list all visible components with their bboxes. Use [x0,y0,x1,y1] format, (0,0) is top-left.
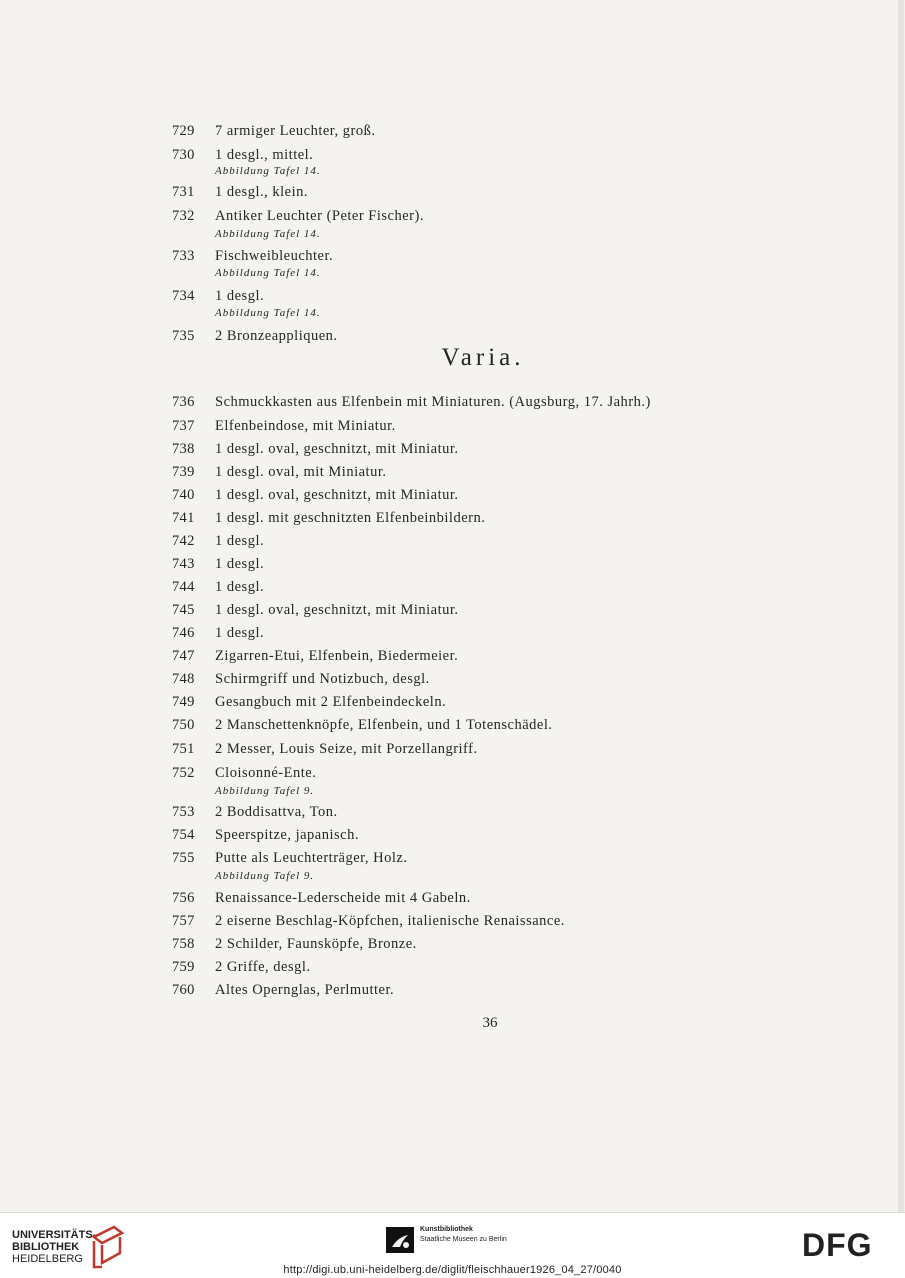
ub-line-3: HEIDELBERG [12,1253,83,1265]
entry-number: 735 [172,328,195,344]
entry-number: 746 [172,625,195,641]
entry-text: Schmuckkasten aus Elfenbein mit Miniaturen. (Augsburg, 17. Jahrh.) [215,394,651,410]
list-item [172,530,264,552]
list-item [172,415,396,437]
entry-number: 751 [172,741,195,757]
entry-text: 1 desgl. oval, geschnitzt, mit Miniatur. [215,487,459,503]
list-item [172,847,407,869]
list-item [172,507,485,529]
entry-text: Putte als Leuchterträger, Holz. [215,850,408,866]
list-item [172,576,264,598]
entry-text: 1 desgl. [215,288,265,304]
entry-number: 754 [172,827,195,843]
ub-line-1: UNIVERSITÄTS- [12,1229,97,1241]
entry-text: 1 desgl. [215,625,265,641]
list-item [172,553,264,575]
entry-text: Cloisonné-Ente. [215,765,317,781]
entry-number: 742 [172,533,195,549]
dfg-logo-text: DFG [802,1229,873,1259]
list-item [172,205,424,227]
illustration-reference: Abbildung Tafel 14. [215,267,321,279]
entry-number: 743 [172,556,195,572]
entry-number: 740 [172,487,195,503]
entry-text: 1 desgl., klein. [215,184,308,200]
list-item [172,801,338,823]
kb-line-1: Kunstbibliothek [420,1226,473,1233]
entry-number: 758 [172,936,195,952]
entry-number: 750 [172,717,195,733]
entry-number: 747 [172,648,195,664]
entry-text: 1 desgl. oval, geschnitzt, mit Miniatur. [215,441,459,457]
entry-number: 734 [172,288,195,304]
list-item [172,887,471,909]
ub-line-2: BIBLIOTHEK [12,1241,80,1253]
list-item [172,622,264,644]
illustration-reference: Abbildung Tafel 9. [215,785,315,797]
university-library-name [12,1229,96,1265]
kunstbibliothek-logo-icon [386,1227,414,1253]
entry-text: 2 eiserne Beschlag-Köpfchen, italienische Renaissance. [215,913,565,929]
list-item [172,668,430,690]
list-item [172,461,386,483]
entry-number: 739 [172,464,195,480]
list-item [172,645,458,667]
list-item [172,714,553,736]
entry-number: 755 [172,850,195,866]
illustration-reference: Abbildung Tafel 14. [215,165,321,177]
list-item [172,956,311,978]
entry-number: 759 [172,959,195,975]
entry-text: 7 armiger Leuchter, groß. [215,123,376,139]
entry-text: Altes Opernglas, Perlmutter. [215,982,395,998]
entry-text: Antiker Leuchter (Peter Fischer). [215,208,424,224]
section-heading: Varia. [441,344,525,371]
entry-number: 732 [172,208,195,224]
entry-text: 1 desgl. [215,533,265,549]
entry-text: 1 desgl. [215,579,265,595]
entry-text: Renaissance-Lederscheide mit 4 Gabeln. [215,890,471,906]
entry-text: 2 Manschettenknöpfe, Elfenbein, und 1 Totenschädel. [215,717,553,733]
entry-number: 737 [172,418,195,434]
illustration-reference: Abbildung Tafel 14. [215,307,321,319]
list-item [172,285,264,307]
entry-number: 741 [172,510,195,526]
entry-text: 2 Messer, Louis Seize, mit Porzellangriff. [215,741,478,757]
list-item [172,120,375,142]
entry-number: 733 [172,248,195,264]
list-item [172,245,333,267]
list-item [172,979,394,1001]
list-item [172,144,313,166]
list-item [172,824,359,846]
list-item [172,762,316,784]
list-item [172,910,565,932]
entry-number: 749 [172,694,195,710]
entry-text: 2 Schilder, Faunsköpfe, Bronze. [215,936,417,952]
entry-number: 756 [172,890,195,906]
entry-text: 1 desgl. oval, geschnitzt, mit Miniatur. [215,602,459,618]
entry-text: Fischweibleuchter. [215,248,334,264]
entry-text: 1 desgl. [215,556,265,572]
list-item [172,484,459,506]
kunstbibliothek-name [420,1225,507,1245]
entry-number: 744 [172,579,195,595]
entry-text: 1 desgl. oval, mit Miniatur. [215,464,387,480]
entry-text: 1 desgl. mit geschnitzten Elfenbeinbildern. [215,510,486,526]
entry-text: 2 Bronzeappliquen. [215,328,338,344]
entry-text: Schirmgriff und Notizbuch, desgl. [215,671,430,687]
kb-line-2: Staatliche Museen zu Berlin [420,1236,507,1243]
entry-text: Gesangbuch mit 2 Elfenbeindeckeln. [215,694,447,710]
entry-text: Zigarren-Etui, Elfenbein, Biedermeier. [215,648,459,664]
page-number: 36 [482,1015,498,1031]
dfg-logo-icon [802,1229,894,1259]
entry-number: 730 [172,147,195,163]
list-item [172,438,459,460]
entry-number: 738 [172,441,195,457]
entry-text: 1 desgl., mittel. [215,147,314,163]
entry-number: 731 [172,184,195,200]
illustration-reference: Abbildung Tafel 9. [215,870,315,882]
entry-number: 760 [172,982,195,998]
list-item [172,599,459,621]
entry-number: 752 [172,765,195,781]
entry-text: Elfenbeindose, mit Miniatur. [215,418,396,434]
entry-number: 757 [172,913,195,929]
list-item [172,933,417,955]
list-item [172,691,446,713]
entry-text: Speerspitze, japanisch. [215,827,359,843]
list-item [172,391,651,413]
entry-text: 2 Boddisattva, Ton. [215,804,338,820]
entry-number: 753 [172,804,195,820]
viewer-footer [0,1212,905,1278]
entry-number: 748 [172,671,195,687]
list-item [172,738,478,760]
entry-number: 736 [172,394,195,410]
page-url[interactable]: http://digi.ub.uni-heidelberg.de/diglit/fleischhauer1926_04_27/0040 [283,1264,622,1276]
illustration-reference: Abbildung Tafel 14. [215,228,321,240]
list-item [172,181,308,203]
entry-number: 729 [172,123,195,139]
entry-text: 2 Griffe, desgl. [215,959,311,975]
entry-number: 745 [172,602,195,618]
